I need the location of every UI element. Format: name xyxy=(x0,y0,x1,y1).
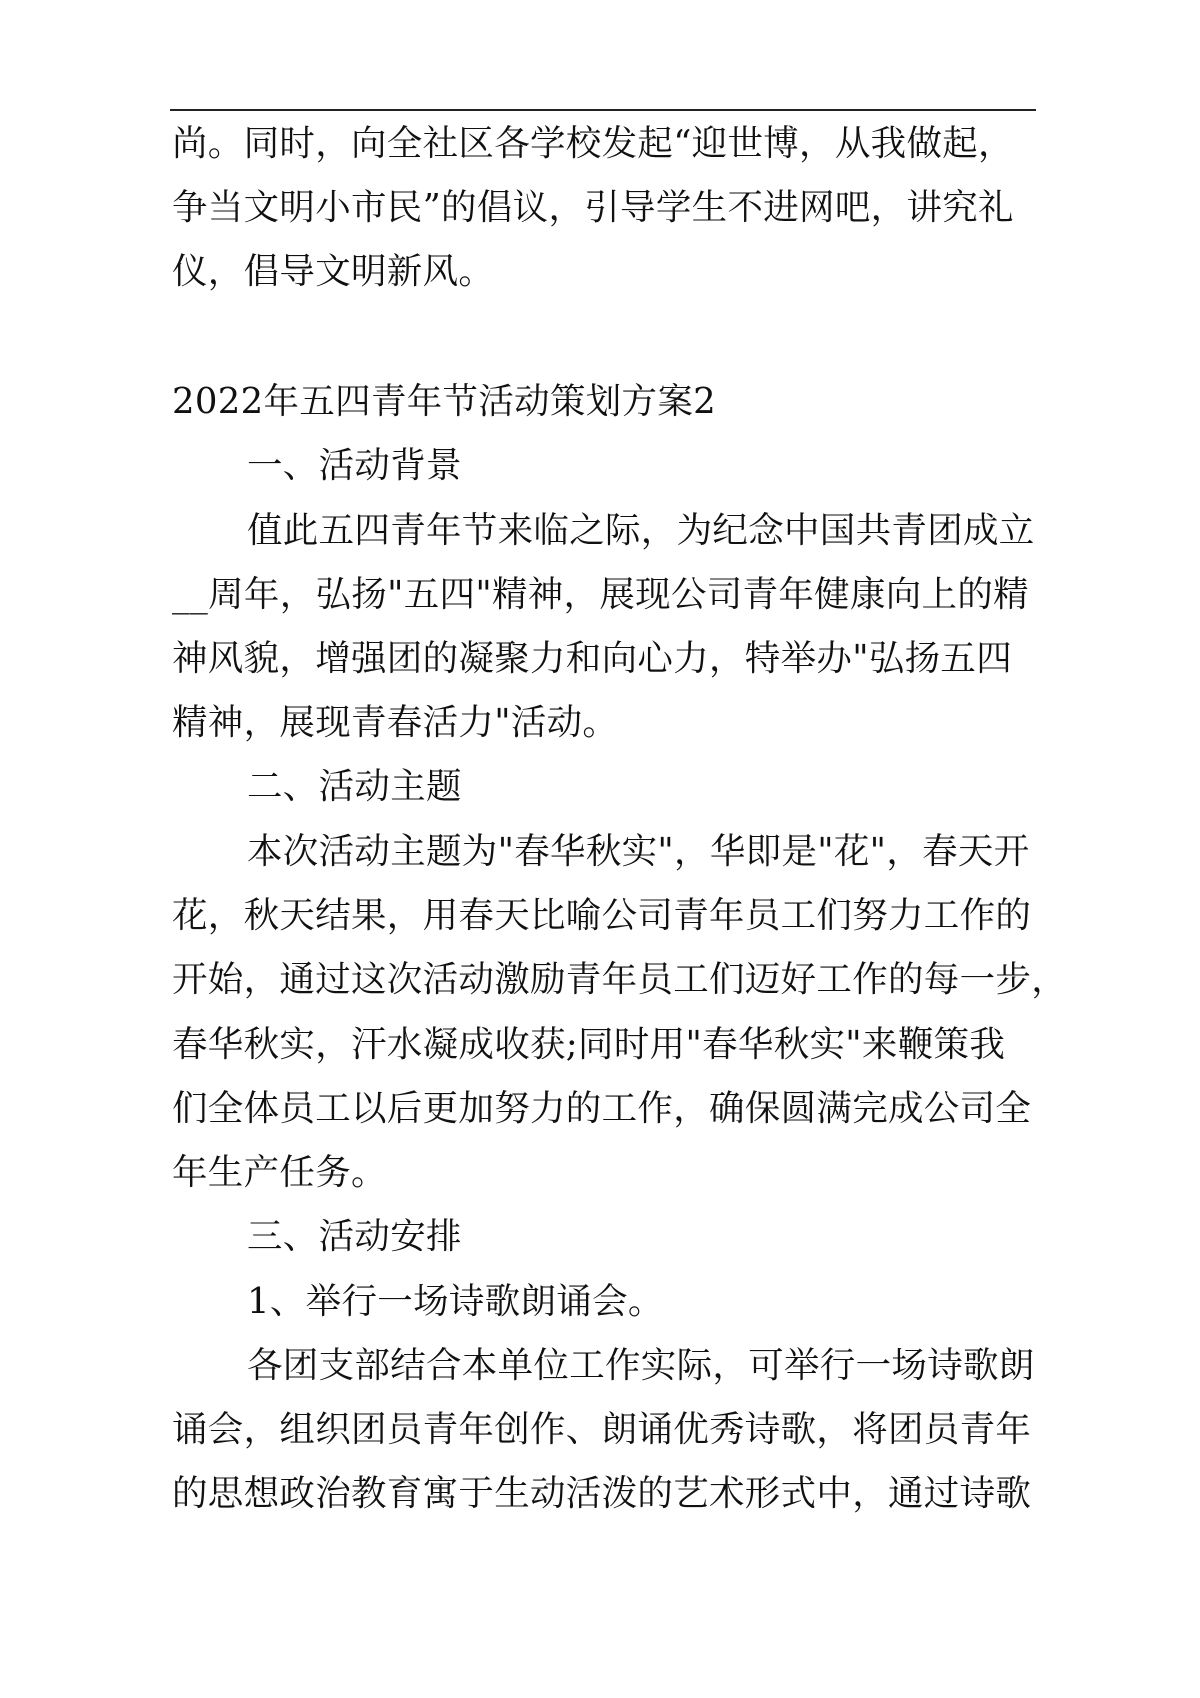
paragraph-line: 神风貌，增强团的凝聚力和向心力，特举办"弘扬五四 xyxy=(172,638,1013,679)
paragraph-line: 争当文明小市民”的倡议，引导学生不进网吧，讲究礼 xyxy=(172,187,1014,228)
paragraph-line: 诵会，组织团员青年创作、朗诵优秀诗歌，将团员青年 xyxy=(172,1409,1032,1450)
paragraph-line: 仪，倡导文明新风。 xyxy=(172,251,495,292)
paragraph-line: 年生产任务。 xyxy=(172,1152,387,1193)
paragraph-line: 各团支部结合本单位工作实际，可举行一场诗歌朗 xyxy=(247,1345,1035,1386)
document-title: 2022年五四青年节活动策划方案2 xyxy=(172,381,717,422)
paragraph-line: 春华秋实，汗水凝成收获;同时用"春华秋实"来鞭策我 xyxy=(172,1024,1006,1065)
paragraph-line: 开始，通过这次活动激励青年员工们迈好工作的每一步， xyxy=(172,959,1068,1000)
paragraph-line: 花，秋天结果，用春天比喻公司青年员工们努力工作的 xyxy=(172,895,1032,936)
paragraph-line: 尚。同时，向全社区各学校发起“迎世博，从我做起， xyxy=(172,123,1014,164)
paragraph-line: 精神，展现青春活力"活动。 xyxy=(172,702,619,743)
paragraph-line: 本次活动主题为"春华秋实"，华即是"花"，春天开 xyxy=(247,831,1030,872)
paragraph-line: 的思想政治教育寓于生动活泼的艺术形式中，通过诗歌 xyxy=(172,1473,1032,1514)
section-heading: 二、活动主题 xyxy=(247,766,462,807)
header-rule xyxy=(170,109,1036,111)
section-heading: 三、活动安排 xyxy=(247,1216,462,1257)
list-item: 1、举行一场诗歌朗诵会。 xyxy=(247,1281,664,1322)
paragraph-line: 们全体员工以后更加努力的工作，确保圆满完成公司全 xyxy=(172,1088,1032,1129)
section-heading: 一、活动背景 xyxy=(247,445,462,486)
paragraph-line: __周年，弘扬"五四"精神，展现公司青年健康向上的精 xyxy=(172,574,1029,615)
paragraph-line: 值此五四青年节来临之际，为纪念中国共青团成立 xyxy=(247,510,1035,551)
